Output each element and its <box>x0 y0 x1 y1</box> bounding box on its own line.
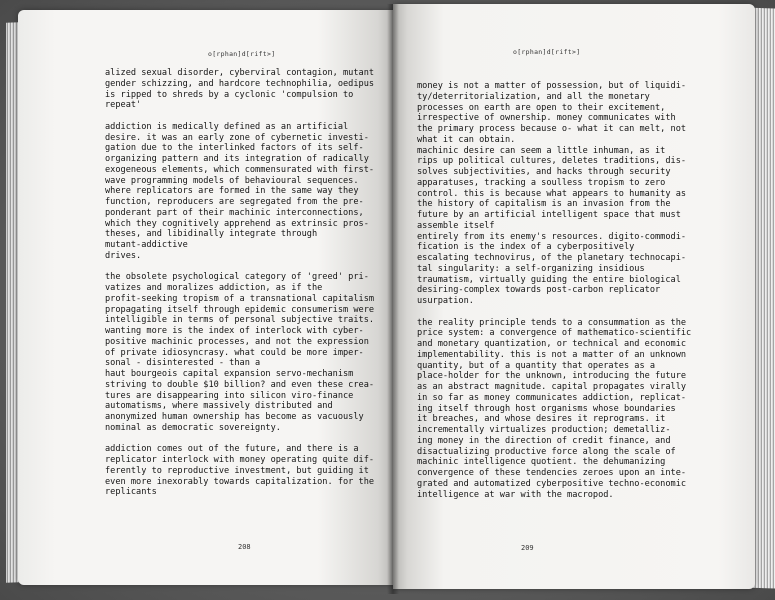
text-line: assemble itself <box>417 220 495 231</box>
text-line: profit-seeking tropism of a transnational capitalism <box>105 293 375 304</box>
right-page <box>393 4 755 589</box>
text-line: striving to double $10 billion? and even these crea- <box>105 379 375 390</box>
paragraph <box>417 81 707 307</box>
text-line: in so far as money communicates addiction, replicat- <box>417 392 687 403</box>
text-line: tal singularity: a self-organizing insidious <box>417 263 645 274</box>
text-line: ferently to reproductive investment, but guiding it <box>105 465 369 476</box>
running-header: o[rphan]d[rift>] <box>513 48 581 56</box>
text-line: processes on earth are open to their excitement, <box>417 102 666 113</box>
text-line: replicants <box>105 487 157 498</box>
text-line: organizing pattern and its integration of radically <box>105 154 369 164</box>
text-line: money is not a matter of possession, but of liquidi- <box>417 81 687 91</box>
text-line: function, reproducers are segregated from the pre- <box>105 197 364 207</box>
text-line: propagating itself through epidemic consumerism were <box>105 304 375 315</box>
text-line: the history of capitalism is an invasion from the <box>417 199 671 210</box>
text-line: mutant-addictive <box>105 240 188 250</box>
text-line: machinic desire can seem a little inhuman, as it <box>417 145 666 156</box>
text-line: is ripped to shreds by a cyclonic 'compulsion to <box>105 89 354 100</box>
text-line: desire. it was an early zone of cybernetic investi- <box>105 132 369 143</box>
text-line: solves subjectivities, and hacks through security <box>417 167 671 177</box>
text-line: desiring-complex towards post-carbon replicator <box>417 285 661 296</box>
text-line: convergence of these tendencies zeroes upon an inte- <box>417 468 687 478</box>
text-line: wanting more is the index of interlock with cyber- <box>105 326 364 336</box>
text-line: as an abstract magnitude. capital propagates virally <box>417 382 687 392</box>
text-line: rips up political cultures, deletes traditions, dis- <box>417 156 687 167</box>
text-line: it breaches, and whose desires it reprograms. it <box>417 414 666 425</box>
paragraph <box>417 318 707 501</box>
text-line: sonal - disinterested - than a <box>105 358 261 369</box>
text-line: place-holder for the unknown, introducing the future <box>417 371 687 382</box>
text-line: positive machinic processes, and not the expression <box>105 336 369 347</box>
text-line: ty/deterritorialization, and all the monetary <box>417 91 650 102</box>
text-line: grated and automatized cyberpositive techno-economic <box>417 478 687 489</box>
text-line: alized sexual disorder, cyberviral contagion, mutant <box>105 68 375 78</box>
text-line: vatizes and moralizes addiction, as if the <box>105 283 323 293</box>
text-line: tures are disappearing into silicon viro-finance <box>105 390 354 401</box>
text-line: theses, and libidinally integrate through <box>105 229 318 240</box>
text-line: entirely from its enemy's resources. digito-commodi- <box>417 231 687 242</box>
paragraph <box>105 444 388 498</box>
text-line: wave programming models of behavioural sequences. <box>105 175 359 186</box>
text-line: irrespective of ownership. money communicates with <box>417 113 676 124</box>
text-line: intelligence at war with the macropod. <box>417 489 614 500</box>
text-line: and monetary quantization, or technical and economic <box>417 339 687 349</box>
text-line: implementability. this is not a matter of an unknown <box>417 349 687 360</box>
text-line: repeat' <box>105 100 142 111</box>
text-line: which they cognitively apprehend as extrinsic pros- <box>105 218 369 229</box>
text-line: automatisms, where massively distributed and <box>105 401 333 412</box>
text-line: gation due to the interlinked factors of its self- <box>105 143 364 154</box>
paragraph <box>105 122 388 262</box>
text-line: apparatuses, tracking a soulless tropism to zero <box>417 177 666 188</box>
text-line: replicator interlock with money operating quite dif- <box>105 455 375 465</box>
text-line: usurpation. <box>417 296 474 306</box>
text-line: control. this is because what appears to humanity as <box>417 188 687 199</box>
text-line: traumatism, virtually guiding the entire biological <box>417 274 681 285</box>
text-line: quantity, but of a quantity that operates as a <box>417 360 655 371</box>
text-line: even more inexorably towards capitalization. for the <box>105 476 375 487</box>
text-line: future by an artificial intelligent space that must <box>417 210 681 220</box>
running-header: o[rphan]d[rift>] <box>208 50 276 58</box>
left-page <box>18 10 393 585</box>
text-line: escalating technovirus, of the planetary technocapi- <box>417 253 687 263</box>
text-line: incrementally virtualizes production; demetalliz- <box>417 425 671 435</box>
text-line: nominal as democratic sovereignty. <box>105 422 281 433</box>
page-number: 209 <box>521 544 534 552</box>
book-gutter-shadow <box>387 4 399 594</box>
text-line: ponderant part of their machinic interconnections, <box>105 207 364 218</box>
text-line: the reality principle tends to a consummation as the <box>417 317 687 328</box>
text-line: anonymized human ownership has become as vacuously <box>105 412 364 422</box>
text-line: the primary process because o- what it can melt, not <box>417 124 687 134</box>
text-line: ing itself through host organisms whose boundaries <box>417 403 676 414</box>
text-line: ing money in the direction of credit finance, and <box>417 435 671 446</box>
page-number: 208 <box>238 543 251 551</box>
paragraph <box>105 272 388 433</box>
text-line: addiction is medically defined as an artificial <box>105 121 349 132</box>
text-line: what it can obtain. <box>417 134 516 145</box>
text-line: intelligible in terms of personal subjective traits. <box>105 315 375 326</box>
text-line: of private idiosyncrasy. what could be more imper- <box>105 347 364 358</box>
text-line: gender schizzing, and hardcore technophilia, oedipus <box>105 78 375 89</box>
text-line: haut bourgeois capital expansion servo-mechanism <box>105 369 354 379</box>
left-page-body <box>105 68 388 509</box>
text-line: where replicators are formed in the same way they <box>105 186 359 197</box>
text-line: price system: a convergence of mathematico-scientific <box>417 328 692 339</box>
text-line: disactualizing productive force along the scale of <box>417 446 676 457</box>
text-line: machinic intelligence quotient. the dehumanizing <box>417 457 666 468</box>
paragraph <box>105 68 388 111</box>
text-line: exogeneous elements, which commensurated with first- <box>105 164 375 175</box>
text-line: drives. <box>105 250 142 261</box>
right-page-body <box>417 81 707 511</box>
text-line: addiction comes out of the future, and there is a <box>105 444 359 455</box>
text-line: fication is the index of a cyberpositively <box>417 242 635 253</box>
text-line: the obsolete psychological category of 'greed' pri- <box>105 272 369 283</box>
